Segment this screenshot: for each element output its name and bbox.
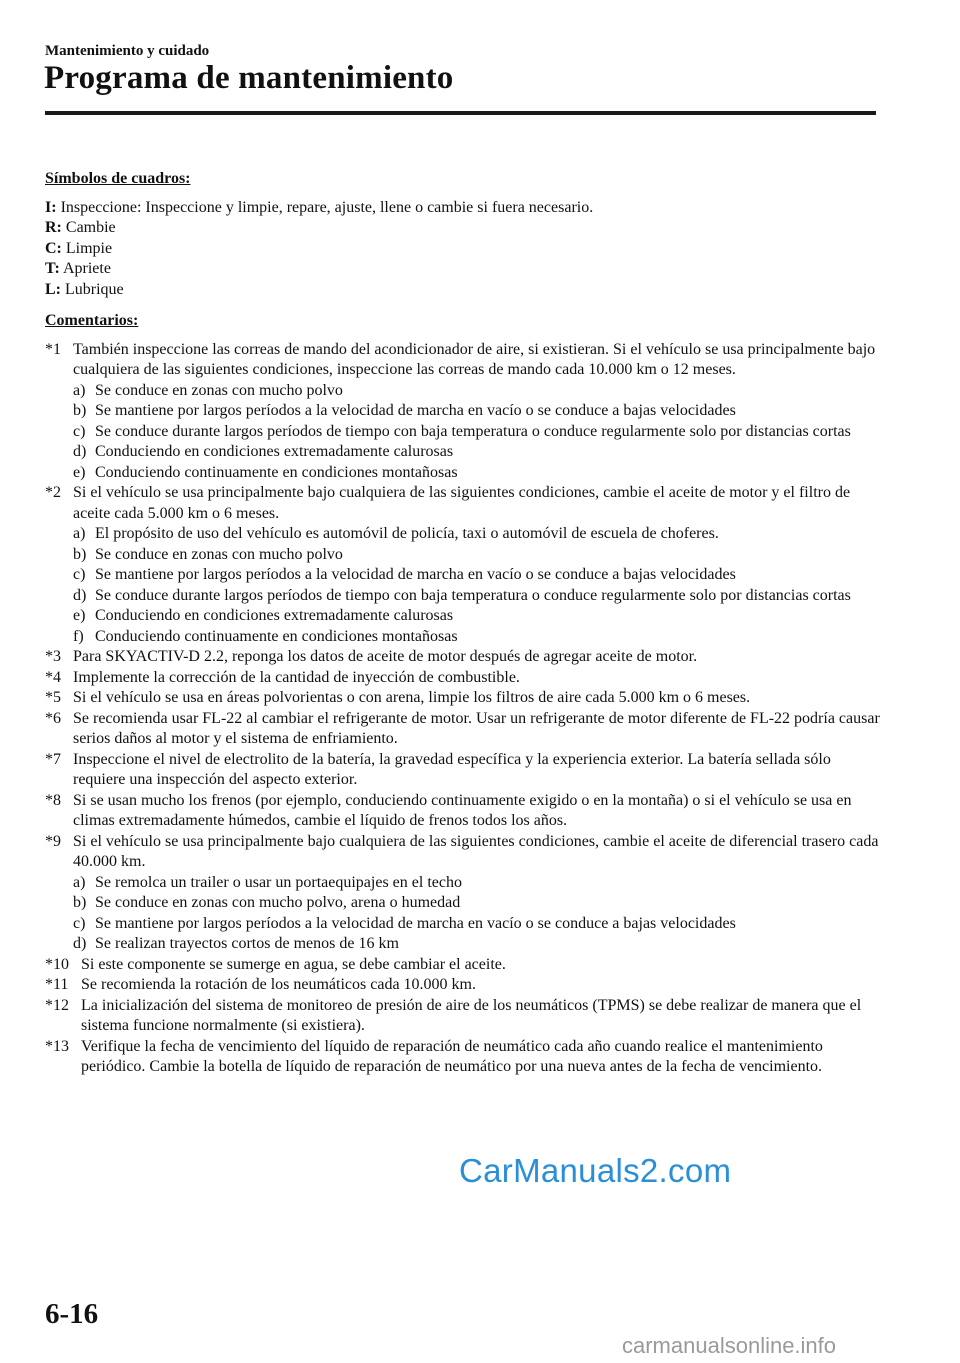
comment-13 xyxy=(45,1037,880,1078)
comment-number: *8 xyxy=(45,791,61,809)
symbol-text: Cambie xyxy=(65,219,116,236)
comment-text: La inicialización del sistema de monitoreo de presión de aire de los neumáticos (TPMS) se debe realizar de manera que el sistema funcione normalmente (si existiera). xyxy=(81,996,862,1034)
comment-number: *7 xyxy=(45,750,61,768)
comment-2 xyxy=(45,483,880,524)
sub-text: Se realizan trayectos cortos de menos de 16 km xyxy=(95,935,399,952)
comment-text: Se recomienda usar FL-22 al cambiar el refrigerante de motor. Usar un refrigerante de motor diferente de FL-22 podría causar serios daños al motor y el sistema de enfriamiento. xyxy=(73,709,880,747)
sub-text: El propósito de uso del vehículo es automóvil de policía, taxi o automóvil de escuela de choferes. xyxy=(95,525,719,542)
sub-letter: c) xyxy=(73,566,86,583)
comment-number: *3 xyxy=(45,648,61,665)
comment-text: Si el vehículo se usa principalmente bajo cualquiera de las siguientes condiciones, cambie el aceite de diferencial trasero cada 40.000 km. xyxy=(73,832,879,870)
comment-text: Si se usan mucho los frenos (por ejemplo, conduciendo continuamente exigido o en la montaña) o si el vehículo se usa en climas extremadamente húmedos, cambie el líquido de frenos todos los años. xyxy=(73,791,852,829)
sub-text: Se mantiene por largos períodos a la velocidad de marcha en vacío o se conduce a bajas velocidades xyxy=(95,914,736,932)
symbol-item xyxy=(45,198,880,219)
comment-number: *11 xyxy=(45,976,69,993)
comment-1-sub-c xyxy=(45,422,880,443)
symbols-list xyxy=(45,198,880,301)
watermark-logo: CarManuals2.com xyxy=(459,1152,732,1189)
comment-number: *2 xyxy=(45,484,61,501)
comment-text: Implemente la corrección de la cantidad de inyección de combustible. xyxy=(73,668,520,686)
comments-heading: Comentarios: xyxy=(45,312,139,329)
sub-text: Se mantiene por largos períodos a la velocidad de marcha en vacío o se conduce a bajas velocidades xyxy=(95,566,736,583)
comment-9-sub-b xyxy=(45,893,880,914)
footer-watermark: carmanualsonline.info xyxy=(622,1333,837,1358)
sub-letter: c) xyxy=(73,914,86,932)
comment-8 xyxy=(45,791,880,832)
comment-text: Si el vehículo se usa en áreas polvorientas o con arena, limpie los filtros de aire cada 5.000 km o 6 meses. xyxy=(73,689,751,706)
comment-number: *6 xyxy=(45,709,61,727)
comment-text: Si el vehículo se usa principalmente bajo cualquiera de las siguientes condiciones, cambie el aceite de motor y el filtro de aceite cada 5.000 km o 6 meses. xyxy=(73,484,851,522)
comment-text: Verifique la fecha de vencimiento del líquido de reparación de neumático cada año cuando realice el mantenimiento periódico. Cambie la botella de líquido de reparación de neumático por una nueva antes de la fecha de vencimiento. xyxy=(81,1037,823,1075)
sub-text: Conduciendo continuamente en condiciones montañosas xyxy=(95,627,458,645)
comment-2-sub-b xyxy=(45,545,880,566)
comment-2-sub-c xyxy=(45,565,880,586)
symbol-item xyxy=(45,280,880,301)
comment-2-sub-d xyxy=(45,586,880,607)
title-rule xyxy=(45,111,876,115)
comment-number: *10 xyxy=(45,955,69,973)
sub-letter: e) xyxy=(73,607,86,624)
sub-text: Conduciendo continuamente en condiciones montañosas xyxy=(95,463,458,481)
comment-5 xyxy=(45,688,880,709)
sub-letter: b) xyxy=(73,545,87,563)
section-label: Mantenimiento y cuidado xyxy=(45,43,210,59)
symbol-item xyxy=(45,218,880,239)
sub-text: Conduciendo en condiciones extremadamente calurosas xyxy=(95,443,454,460)
comment-number: *1 xyxy=(45,340,61,358)
page-number: 6-16 xyxy=(45,1298,99,1330)
sub-letter: a) xyxy=(73,381,86,399)
comment-text: Si este componente se sumerge en agua, se debe cambiar el aceite. xyxy=(81,955,506,973)
comment-text: Se recomienda la rotación de los neumáticos cada 10.000 km. xyxy=(81,976,476,993)
symbol-text: Apriete xyxy=(62,260,111,277)
symbol-text: Lubrique xyxy=(65,280,124,298)
sub-text: Se conduce en zonas con mucho polvo xyxy=(95,545,343,563)
symbol-text: Limpie xyxy=(65,239,113,257)
sub-letter: d) xyxy=(73,586,87,604)
comment-9-sub-a xyxy=(45,873,880,894)
sub-letter: a) xyxy=(73,873,86,891)
symbols-heading: Símbolos de cuadros: xyxy=(45,170,191,187)
symbol-item xyxy=(45,259,880,280)
symbol-code: I: xyxy=(45,198,57,216)
comment-number: *13 xyxy=(45,1037,69,1055)
sub-text: Se conduce en zonas con mucho polvo, arena o humedad xyxy=(95,894,461,911)
comment-2-sub-e xyxy=(45,606,880,627)
page-title: Programa de mantenimiento xyxy=(44,60,454,96)
comment-11 xyxy=(45,975,880,996)
comment-12 xyxy=(45,996,880,1037)
sub-letter: d) xyxy=(73,443,87,460)
comment-number: *12 xyxy=(45,996,69,1014)
sub-letter: b) xyxy=(73,894,87,911)
comment-1-sub-a xyxy=(45,381,880,402)
comment-6 xyxy=(45,709,880,750)
comment-text: También inspeccione las correas de mando del acondicionador de aire, si existieran. Si el vehículo se usa principalmente bajo cualquiera de las siguientes condiciones, inspeccione las correas de mando cada 10.000 km o 12 meses. xyxy=(73,340,876,378)
comment-1-sub-e xyxy=(45,463,880,484)
comment-9-sub-d xyxy=(45,934,880,955)
comment-number: *4 xyxy=(45,668,61,686)
sub-text: Se remolca un trailer o usar un portaequipajes en el techo xyxy=(95,873,462,891)
sub-text: Se conduce en zonas con mucho polvo xyxy=(95,381,343,399)
comment-9 xyxy=(45,832,880,873)
sub-letter: b) xyxy=(73,402,87,419)
comment-1-sub-b xyxy=(45,401,880,422)
comment-10 xyxy=(45,955,880,976)
comment-text: Inspeccione el nivel de electrolito de la batería, la gravedad específica y la experiencia exterior. La batería sellada sólo requiere una inspección del aspecto exterior. xyxy=(73,750,831,788)
comment-1-sub-d xyxy=(45,442,880,463)
sub-letter: e) xyxy=(73,463,86,481)
sub-letter: c) xyxy=(73,422,86,440)
comment-4 xyxy=(45,668,880,689)
symbol-code: L: xyxy=(45,280,61,298)
comment-1 xyxy=(45,340,880,381)
page-content xyxy=(45,169,880,1078)
symbol-code: R: xyxy=(45,219,62,236)
comment-number: *5 xyxy=(45,689,61,706)
symbol-code: C: xyxy=(45,239,62,257)
symbol-item xyxy=(45,239,880,260)
comment-3 xyxy=(45,647,880,668)
comment-2-sub-f xyxy=(45,627,880,648)
sub-text: Se conduce durante largos períodos de tiempo con baja temperatura o conduce regularmente solo por distancias cortas xyxy=(95,586,851,604)
symbol-code: T: xyxy=(45,260,60,277)
sub-letter: d) xyxy=(73,935,87,952)
comment-9-sub-c xyxy=(45,914,880,935)
sub-letter: a) xyxy=(73,525,86,542)
comment-number: *9 xyxy=(45,832,61,850)
comment-2-sub-a xyxy=(45,524,880,545)
sub-text: Se conduce durante largos períodos de tiempo con baja temperatura o conduce regularmente solo por distancias cortas xyxy=(95,422,851,440)
sub-text: Se mantiene por largos períodos a la velocidad de marcha en vacío o se conduce a bajas velocidades xyxy=(95,402,736,419)
comment-text: Para SKYACTIV-D 2.2, reponga los datos de aceite de motor después de agregar aceite de motor. xyxy=(73,648,698,665)
sub-text: Conduciendo en condiciones extremadamente calurosas xyxy=(95,607,454,624)
comment-7 xyxy=(45,750,880,791)
symbol-text: Inspeccione: Inspeccione y limpie, repare, ajuste, llene o cambie si fuera necesario. xyxy=(60,198,594,216)
sub-letter: f) xyxy=(73,627,84,645)
